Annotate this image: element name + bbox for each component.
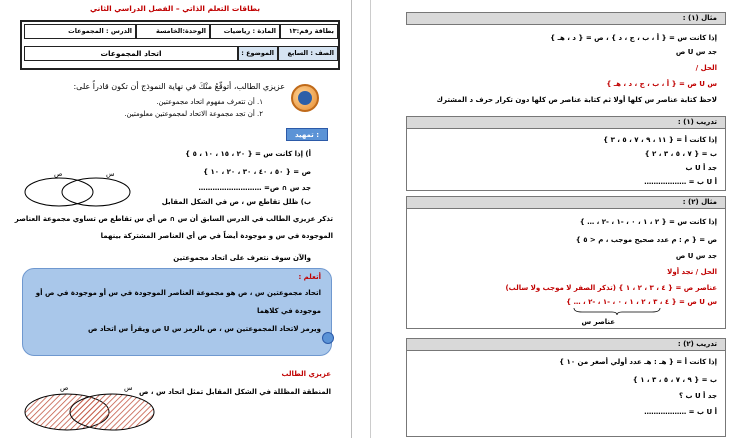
left-worksheet-page <box>0 0 352 438</box>
example-1-line2: جد س U ص <box>675 48 717 56</box>
venn-label-left: ص <box>54 170 63 178</box>
example-2-solution-label: الحل / نجد أولا <box>667 268 717 276</box>
training-2-title: تدريب (٢) : <box>677 340 717 348</box>
intro-text: عزيزي الطالب، أتوقّعُ منْكَ في نهاية النموذج أن تكون قادراً على: <box>73 82 285 91</box>
worksheet-top-title: بطاقات التعلم الذاتي – الفصل الدراسي الثاني <box>89 4 261 13</box>
remember-line1: تذكر عزيزي الطالب في الدرس السابق أن س ∩ ص أي س تقاطع ص تساوي مجموعة العناصر <box>14 215 333 223</box>
right-worksheet-page <box>392 0 737 438</box>
union-label-right: س <box>124 384 133 392</box>
grade-cell: الصف : السابع <box>278 46 338 61</box>
training-1-title: تدريب (١) : <box>677 118 717 126</box>
student-text: المنطقة المظللة في الشكل المقابل تمثل اتحاد س ، ص <box>139 388 331 396</box>
learn-line-1: اتحاد مجموعتين س ، ص هو مجموعة العناصر الموجودة في س أو موجودة في ص أو <box>35 289 321 297</box>
venn-label-right: س <box>106 170 115 178</box>
example-2-line3: جد س U ص <box>675 252 717 260</box>
example-1-title: مثال (١) : <box>682 14 717 22</box>
lesson-header-frame <box>20 20 340 70</box>
example-2-line1: إذا كانت س = { ٢ ، ١ ، ٠ ، -١ ، -٢ ، … } <box>579 218 717 226</box>
learn-info-box <box>22 268 332 356</box>
training-1-line1: إذا كانت أ = { ١١ ، ٩ ، ٧ ، ٥ ، ٣ } <box>603 136 717 144</box>
question-a-line3: جد س ∩ ص= ……………………… <box>198 184 311 192</box>
training-1-line3: جد أ U ب <box>685 164 717 172</box>
bullet-circle-icon <box>322 332 334 344</box>
training-1-header <box>406 116 726 129</box>
lesson-logo-icon <box>291 84 319 112</box>
venn-ellipse-left <box>25 178 93 206</box>
training-2-line1: إذا كانت أ = { هـ : هـ عدد أولي أصغر من ١٠ } <box>559 358 717 366</box>
subject-cell: المادة : رياضيات <box>210 24 280 39</box>
question-a-line2: ص = { ٥٠ ، ٤٠ ، ٣٠ ، ٢٠ ، ١٠ } <box>203 168 311 176</box>
goal-1: ١. أن تتعرف مفهوم اتحاد مجموعتين. <box>156 98 263 106</box>
lesson-cell: الدرس : المجموعات <box>24 24 136 39</box>
training-2-line4: أ U ب = ……………… <box>644 408 717 416</box>
training-1-line4: أ U ب = ……………… <box>644 178 717 186</box>
remember-line2: الموجودة في س و موجودة أيضاً في ص أي العناصر المشتركة بينهما <box>100 232 333 240</box>
unit-cell: الوحدة:الخامسة <box>136 24 210 39</box>
example-2-line5: س U ص = { ٤ ، ٣ ، ٢ ، ١ ، ٠ ، -١ ، -٢ ، … } <box>566 298 717 306</box>
example-2-header <box>406 196 726 209</box>
tamhid-badge: تمهيد : <box>286 128 328 141</box>
example-1-line1: إذا كانت س = { أ ، ب ، ج ، د } ، ص = { د ، هـ } <box>550 34 717 42</box>
question-b: ب) ظلل تقاطع س ، ص في الشكل المقابل <box>161 198 311 206</box>
example-2-line2: ص = { م : م عدد صحيح موجب ، م < ٥ } <box>575 236 717 244</box>
learn-title: أتعلم : <box>298 273 321 281</box>
union-ellipse-right <box>70 394 154 430</box>
example-2-line4: عناصر ص = { ٤ ، ٣ ، ٢ ، ١ } (تذكر الصفر لا موجب ولا سالب) <box>505 284 717 292</box>
training-2-header <box>406 338 726 351</box>
question-a-line1: أ) إذا كانت س = { ٢٠ ، ١٥ ، ١٠ ، ٥ } <box>185 150 311 158</box>
example-1-solution-label: الحل / <box>695 64 717 72</box>
topic-cell: اتحاد المجموعات <box>24 46 238 61</box>
example-1-header <box>406 12 726 25</box>
example-2-title: مثال (٢) : <box>682 198 717 206</box>
student-label: عزيزي الطالب <box>281 370 331 378</box>
venn-diagram-intersection <box>14 168 134 210</box>
venn-diagram-union <box>12 380 162 438</box>
page-gutter <box>352 0 392 438</box>
learn-line-3: ويرمز لاتحاد المجموعتين س ، ص بالرمز س U ص ويقرأ س اتحاد ص <box>87 325 321 333</box>
union-label-left: ص <box>60 384 69 392</box>
example-1-line3: س U ص = { أ ، ب ، ج ، د ، هـ } <box>606 80 717 88</box>
goal-2: ٢. أن تجد مجموعة الاتحاد لمجموعتين معلومتين. <box>124 110 263 118</box>
now-text: والآن سوف نتعرف على اتحاد مجموعتين <box>173 254 311 262</box>
learn-line-2: موجودة في كلاهما <box>257 307 321 315</box>
training-2-line2: ب = { ٩ ، ٧ ، ٥ ، ٣ ، ١ } <box>632 376 717 384</box>
training-2-line3: جد أ U ب ؟ <box>678 392 717 400</box>
card-number-cell: بطاقة رقم:١٣ <box>280 24 338 39</box>
topic-label-cell: الموضوع : <box>238 46 278 61</box>
example-1-note: لاحظ كتابة عناصر س كلها أولا ثم كتابة عناصر ص كلها دون تكرار حرف د المشترك <box>436 96 717 104</box>
venn-ellipse-right <box>62 178 130 206</box>
underbrace-icon <box>572 306 662 316</box>
training-1-line2: ب = { ٧ ، ٥ ، ٣ ، ٢ } <box>644 150 717 158</box>
example-2-bracket-label: عناصر س <box>581 318 615 326</box>
